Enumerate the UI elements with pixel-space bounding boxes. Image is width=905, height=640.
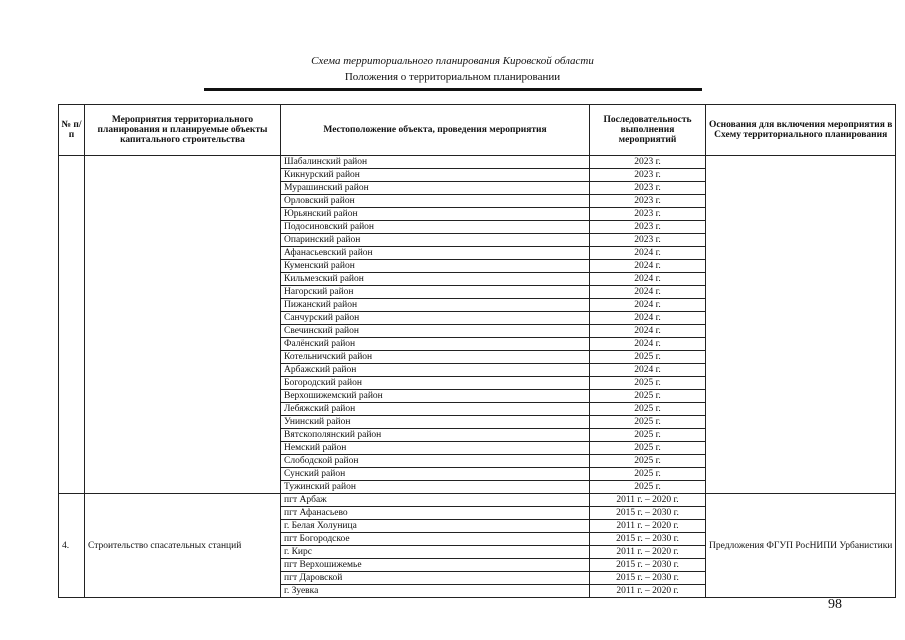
cell-location: Немский район — [281, 442, 590, 455]
column-header-measure: Мероприятия территориального планирования и планируемые объекты капитального строительства — [85, 105, 281, 156]
page-number: 98 — [828, 597, 842, 612]
cell-period: 2025 г. — [590, 442, 706, 455]
cell-period: 2015 г. – 2030 г. — [590, 559, 706, 572]
cell-period: 2024 г. — [590, 364, 706, 377]
cell-period: 2023 г. — [590, 182, 706, 195]
cell-period: 2024 г. — [590, 286, 706, 299]
cell-location: Сунский район — [281, 468, 590, 481]
cell-location: Тужинский район — [281, 481, 590, 494]
cell-location: Вятскополянский район — [281, 429, 590, 442]
cell-period: 2023 г. — [590, 208, 706, 221]
cell-num: 4. — [59, 494, 85, 598]
table-header-row — [59, 105, 896, 156]
cell-location: Подосиновский район — [281, 221, 590, 234]
cell-measure — [85, 156, 281, 494]
cell-location: Арбажский район — [281, 364, 590, 377]
cell-location: Верхошижемский район — [281, 390, 590, 403]
cell-location: Богородский район — [281, 377, 590, 390]
cell-location: пгт Богородское — [281, 533, 590, 546]
cell-location: Шабалинский район — [281, 156, 590, 169]
cell-period: 2023 г. — [590, 234, 706, 247]
document-subtitle: Положения о территориальном планировании — [344, 71, 561, 83]
cell-period: 2023 г. — [590, 169, 706, 182]
cell-location: Лебяжский район — [281, 403, 590, 416]
table-row — [59, 494, 896, 507]
cell-location: Орловский район — [281, 195, 590, 208]
cell-period: 2024 г. — [590, 312, 706, 325]
header-rule — [204, 88, 702, 91]
cell-period: 2025 г. — [590, 377, 706, 390]
cell-location: Фалёнский район — [281, 338, 590, 351]
cell-location: Кильмезский район — [281, 273, 590, 286]
cell-location: пгт Верхошижемье — [281, 559, 590, 572]
cell-period: 2015 г. – 2030 г. — [590, 533, 706, 546]
cell-period: 2024 г. — [590, 247, 706, 260]
cell-num — [59, 156, 85, 494]
cell-location: Куменский район — [281, 260, 590, 273]
cell-period: 2025 г. — [590, 351, 706, 364]
cell-period: 2011 г. – 2020 г. — [590, 494, 706, 507]
cell-period: 2023 г. — [590, 195, 706, 208]
cell-period: 2025 г. — [590, 468, 706, 481]
column-header-location: Местоположение объекта, проведения мероприятия — [281, 105, 590, 156]
cell-location: пгт Афанасьево — [281, 507, 590, 520]
cell-period: 2025 г. — [590, 403, 706, 416]
cell-location: Опаринский район — [281, 234, 590, 247]
cell-location: Слободской район — [281, 455, 590, 468]
cell-period: 2025 г. — [590, 481, 706, 494]
cell-period: 2024 г. — [590, 260, 706, 273]
cell-period: 2025 г. — [590, 429, 706, 442]
cell-location: пгт Даровской — [281, 572, 590, 585]
cell-period: 2015 г. – 2030 г. — [590, 507, 706, 520]
cell-location: Кикнурский район — [281, 169, 590, 182]
table-row — [59, 156, 896, 169]
cell-location: Юрьянский район — [281, 208, 590, 221]
cell-period: 2023 г. — [590, 156, 706, 169]
cell-location: пгт Арбаж — [281, 494, 590, 507]
cell-location: Свечинский район — [281, 325, 590, 338]
cell-period: 2011 г. – 2020 г. — [590, 546, 706, 559]
cell-location: Нагорский район — [281, 286, 590, 299]
cell-period: 2025 г. — [590, 390, 706, 403]
cell-period: 2023 г. — [590, 221, 706, 234]
cell-period: 2025 г. — [590, 416, 706, 429]
cell-period: 2011 г. – 2020 г. — [590, 585, 706, 598]
cell-period: 2025 г. — [590, 455, 706, 468]
cell-location: г. Кирс — [281, 546, 590, 559]
cell-period: 2015 г. – 2030 г. — [590, 572, 706, 585]
cell-measure: Строительство спасательных станций — [85, 494, 281, 598]
column-header-basis: Основания для включения мероприятия в Схему территориального планирования — [706, 105, 896, 156]
cell-basis — [706, 156, 896, 494]
cell-period: 2011 г. – 2020 г. — [590, 520, 706, 533]
cell-location: Афанасьевский район — [281, 247, 590, 260]
table-body — [59, 156, 896, 598]
cell-location: Котельничский район — [281, 351, 590, 364]
cell-location: Унинский район — [281, 416, 590, 429]
cell-period: 2024 г. — [590, 273, 706, 286]
cell-period: 2024 г. — [590, 325, 706, 338]
cell-location: Пижанский район — [281, 299, 590, 312]
column-header-sequence: Последовательность выполнения мероприятий — [590, 105, 706, 156]
cell-basis: Предложения ФГУП РосНИПИ Урбанистики — [706, 494, 896, 598]
column-header-num: № п/п — [59, 105, 85, 156]
cell-period: 2024 г. — [590, 338, 706, 351]
cell-location: Мурашинский район — [281, 182, 590, 195]
planning-table — [58, 104, 896, 598]
cell-location: Санчурский район — [281, 312, 590, 325]
cell-location: г. Белая Холуница — [281, 520, 590, 533]
cell-period: 2024 г. — [590, 299, 706, 312]
document-title: Схема территориального планирования Кировской области — [311, 55, 594, 67]
cell-location: г. Зуевка — [281, 585, 590, 598]
